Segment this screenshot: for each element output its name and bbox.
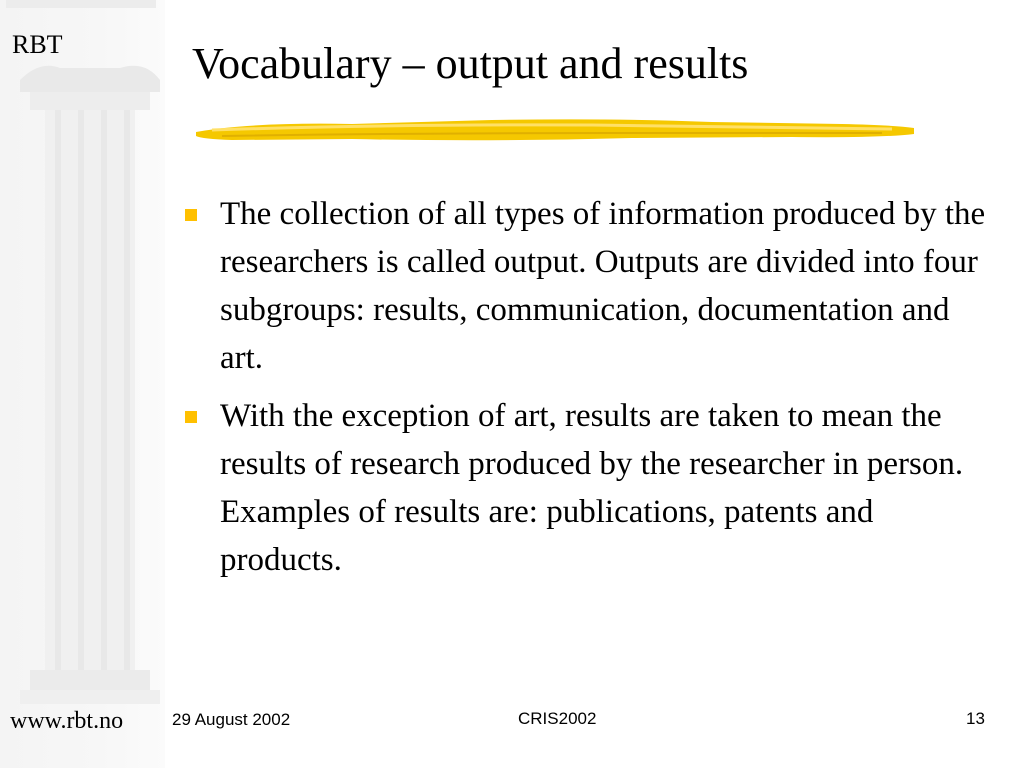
footer-date: 29 August 2002 <box>172 710 291 729</box>
brand-label: RBT <box>12 30 63 59</box>
slide-title: Vocabulary – output and results <box>192 39 749 88</box>
bullet-list <box>180 190 1000 594</box>
bullet-text: The collection of all types of information produced by the researchers is called output. Outputs are divided into four subgroups: results, communication, documentation and art. <box>220 196 986 376</box>
bullet-item <box>180 190 1000 382</box>
bullet-item <box>180 392 1000 584</box>
footer-url: www.rbt.no <box>10 708 124 734</box>
column-watermark-image <box>0 0 165 768</box>
footer-page-number: 13 <box>966 709 985 728</box>
bullet-text: With the exception of art, results are taken to mean the results of research produced by the researcher in person. Examples of results are: publications, patents and products. <box>220 398 964 578</box>
footer-conference: CRIS2002 <box>518 709 597 728</box>
bullet-square-icon <box>185 411 197 423</box>
bullet-square-icon <box>185 209 197 221</box>
title-underline-brushstroke <box>192 112 918 146</box>
